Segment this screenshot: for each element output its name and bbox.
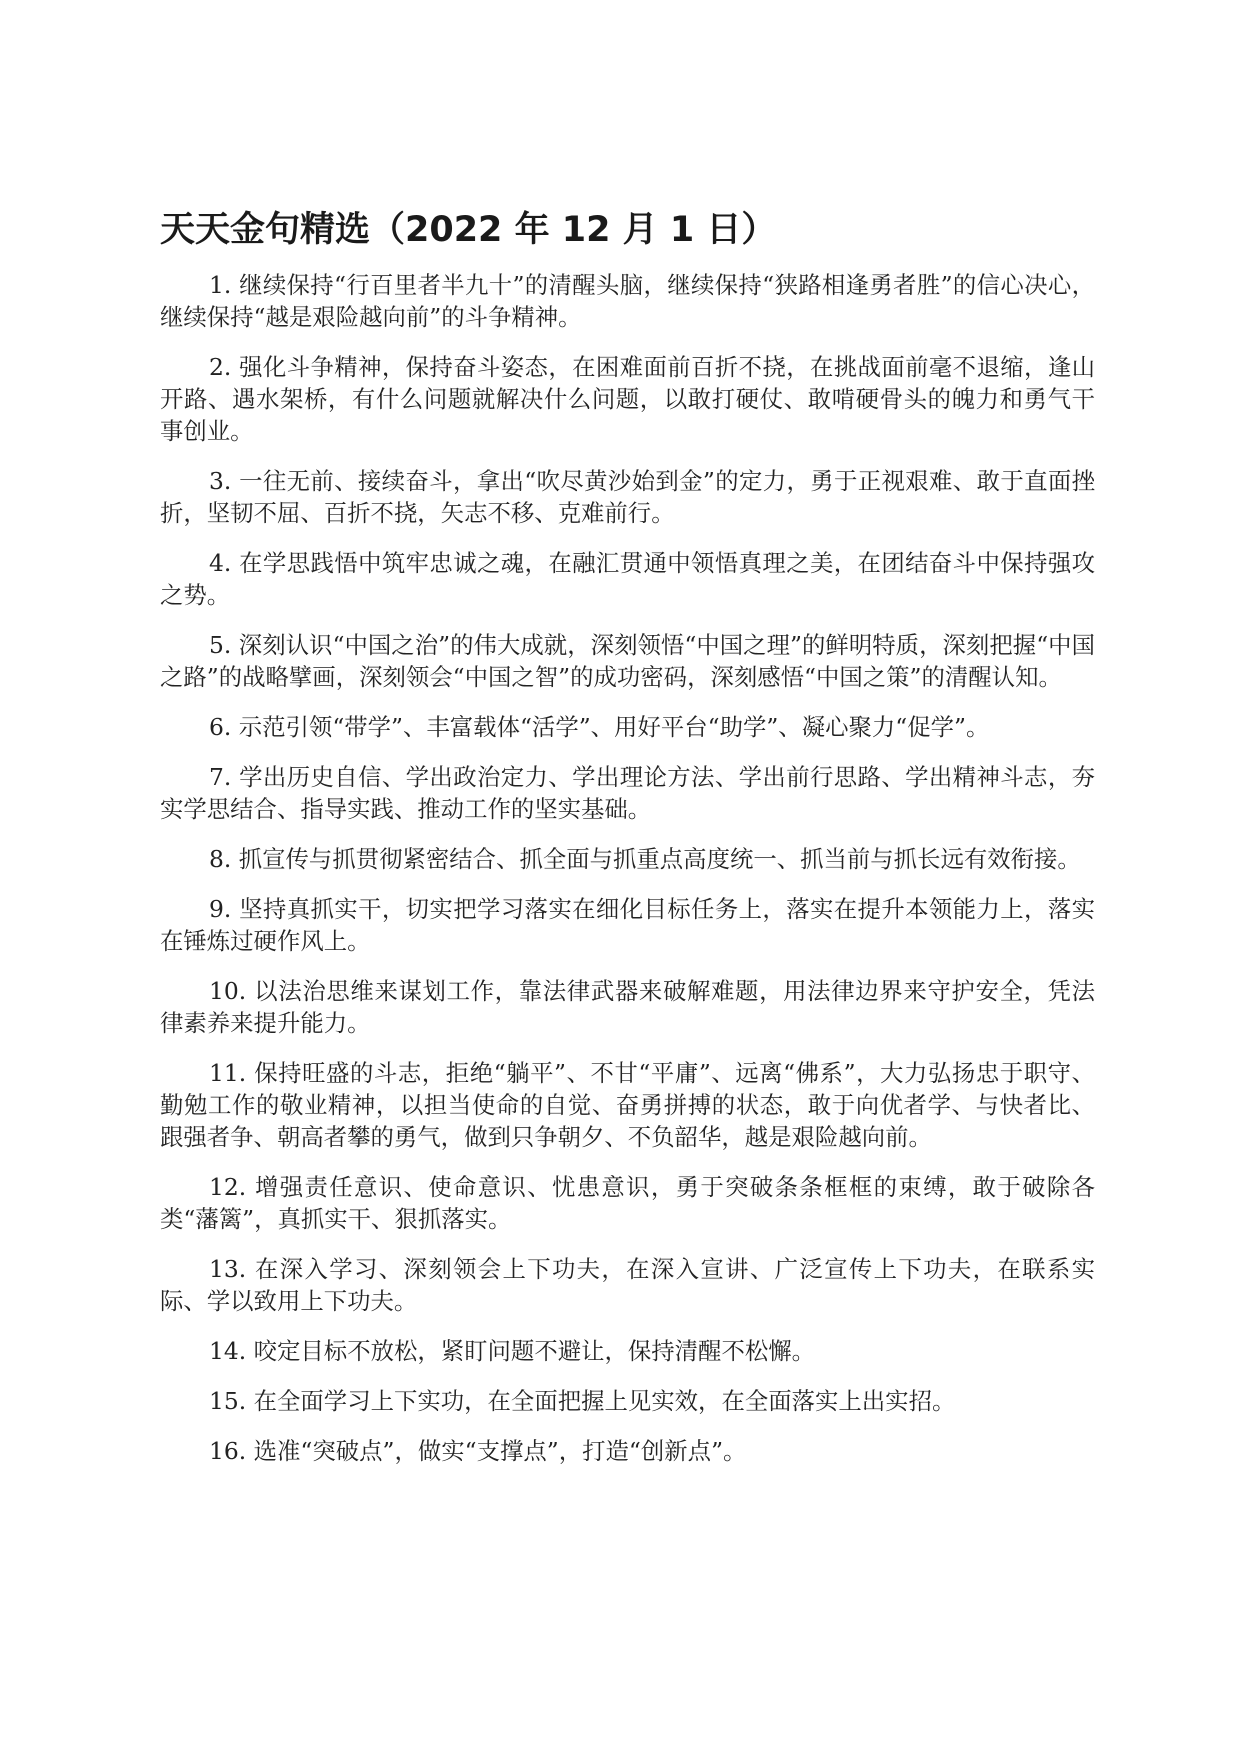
paragraph-6: 6. 示范引领“带学”、丰富载体“活学”、用好平台“助学”、凝心聚力“促学”。	[209, 713, 990, 741]
paragraph-14: 14. 咬定目标不放松，紧盯问题不避让，保持清醒不松懈。	[209, 1337, 816, 1365]
paragraph-4: 4. 在学思践悟中筑牢忠诚之魂，在融汇贯通中领悟真理之美，在团结奋斗中保持强攻之势。	[160, 549, 1095, 609]
paragraph-8: 8. 抓宣传与抓贯彻紧密结合、抓全面与抓重点高度统一、抓当前与抓长远有效衔接。	[209, 845, 1081, 873]
paragraph-12: 12. 增强责任意识、使命意识、忧患意识，勇于突破条条框框的束缚，敢于破除各类“藩篱”，真抓实干、狠抓落实。	[160, 1173, 1095, 1233]
paragraph-11: 11. 保持旺盛的斗志，拒绝“躺平”、不甘“平庸”、远离“佛系”，大力弘扬忠于职守、勤勉工作的敬业精神，以担当使命的自觉、奋勇拼搏的状态，敢于向优者学、与快者比、跟强者争、朝高者攀的勇气，做到只争朝夕、不负韶华，越是艰险越向前。	[160, 1059, 1095, 1151]
paragraph-9: 9. 坚持真抓实干，切实把学习落实在细化目标任务上，落实在提升本领能力上，落实在锤炼过硬作风上。	[160, 895, 1095, 955]
paragraph-15: 15. 在全面学习上下实功，在全面把握上见实效，在全面落实上出实招。	[209, 1387, 956, 1415]
paragraph-3: 3. 一往无前、接续奋斗，拿出“吹尽黄沙始到金”的定力，勇于正视艰难、敢于直面挫折，坚韧不屈、百折不挠，矢志不移、克难前行。	[160, 467, 1095, 527]
paragraph-10: 10. 以法治思维来谋划工作，靠法律武器来破解难题，用法律边界来守护安全，凭法律素养来提升能力。	[160, 977, 1095, 1037]
paragraph-16: 16. 选准“突破点”，做实“支撑点”，打造“创新点”。	[209, 1437, 747, 1465]
paragraph-5: 5. 深刻认识“中国之治”的伟大成就，深刻领悟“中国之理”的鲜明特质，深刻把握“中国之路”的战略擘画，深刻领会“中国之智”的成功密码，深刻感悟“中国之策”的清醒认知。	[160, 631, 1095, 691]
paragraph-2: 2. 强化斗争精神，保持奋斗姿态，在困难面前百折不挠，在挑战面前毫不退缩，逢山开路、遇水架桥，有什么问题就解决什么问题，以敢打硬仗、敢啃硬骨头的魄力和勇气干事创业。	[160, 353, 1095, 445]
paragraph-1: 1. 继续保持“行百里者半九十”的清醒头脑，继续保持“狭路相逢勇者胜”的信心决心，继续保持“越是艰险越向前”的斗争精神。	[160, 271, 1095, 331]
paragraph-13: 13. 在深入学习、深刻领会上下功夫，在深入宣讲、广泛宣传上下功夫，在联系实际、学以致用上下功夫。	[160, 1255, 1095, 1315]
document-title: 天天金句精选（2022 年 12 月 1 日）	[160, 210, 777, 250]
paragraph-7: 7. 学出历史自信、学出政治定力、学出理论方法、学出前行思路、学出精神斗志，夯实学思结合、指导实践、推动工作的坚实基础。	[160, 763, 1095, 823]
